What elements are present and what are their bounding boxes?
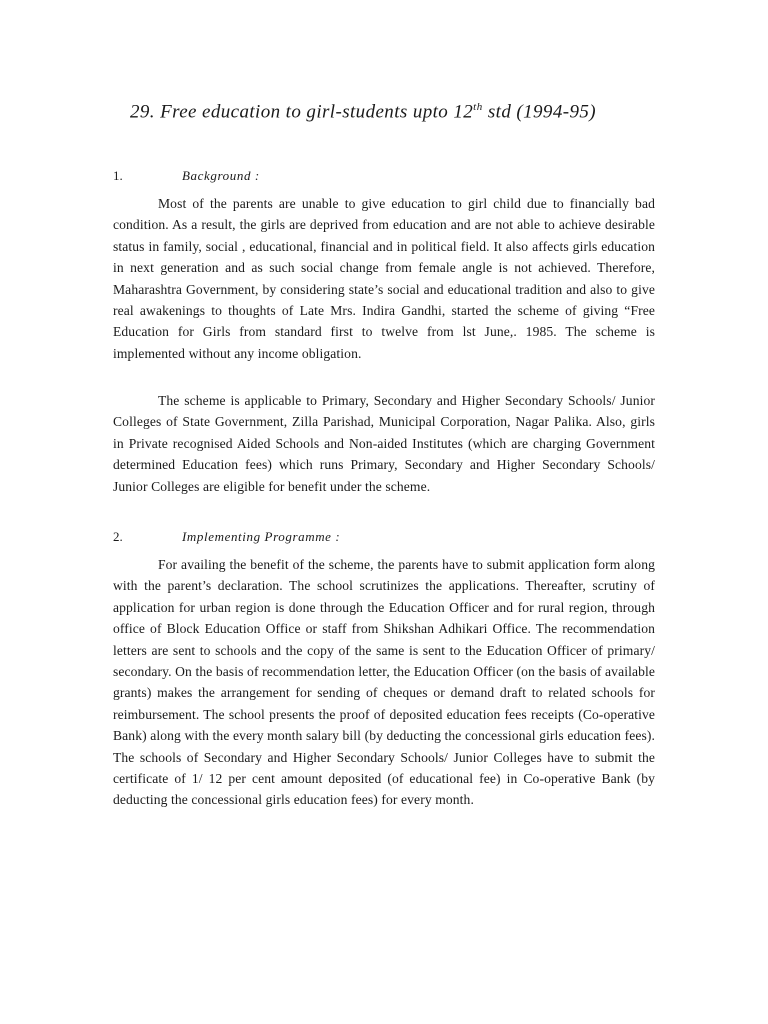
paragraph-background-1: Most of the parents are unable to give education to girl child due to financially bad condition. As a result, the girls are deprived from education and are not able to achieve desirable status in family, social , educational, financial and in political field. It also affects girls education in next generation and as such social change from female angle is not achieved. Therefore, Maharashtra Government, by considering state’s social and educational tradition and also to give real awakenings to thoughts of Late Mrs. Indira Gandhi, started the scheme of giving “Free Education for Girls from standard first to twelve from lst June,. 1985. The scheme is implemented without any income obligation. (113, 196, 655, 361)
section-label: Background : (182, 168, 260, 183)
section-number: 1. (113, 168, 123, 183)
section-number: 2. (113, 529, 123, 544)
section-label: Implementing Programme : (182, 529, 341, 544)
paragraph-implementing-programme: For availing the benefit of the scheme, the parents have to submit application form along with the parent’s declaration. The school scrutinizes the applications. Thereafter, scrutiny of application for urban region is done through the Education Officer and for rural region, through office of Block Education Office or staff from Shikshan Adhikari Office. The recommendation letters are sent to schools and the copy of the same is sent to the Education Officer of primary/ secondary. On the basis of recommendation letter, the Education Officer (on the basis of available grants) makes the arrangement for sending of cheques or demand draft to related schools for reimbursement. The school presents the proof of deposited education fees receipts (Co-operative Bank) along with the every month salary bill (by deducting the concessional girls education fees). The schools of Secondary and Higher Secondary Schools/ Junior Colleges have to submit the certificate of 1/ 12 per cent amount deposited (of educational fee) in Co-operative Bank (by deducting the concessional girls education fees) for every month. (113, 557, 655, 808)
title-main: 29. Free education to girl-students upto 12 (130, 101, 474, 123)
title-superscript: th (473, 101, 483, 113)
title-tail: std (1994-95) (482, 101, 596, 123)
paragraph-background-2: The scheme is applicable to Primary, Secondary and Higher Secondary Schools/ Junior Colleges of State Government, Zilla Parishad, Municipal Corporation, Nagar Palika. Also, girls in Private recognised Aided Schools and Non-aided Institutes (which are charging Government determined Education fees) which runs Primary, Secondary and Higher Secondary Schools/ Junior Colleges are eligible for benefit under the scheme. (113, 393, 655, 494)
document-title (130, 101, 596, 123)
